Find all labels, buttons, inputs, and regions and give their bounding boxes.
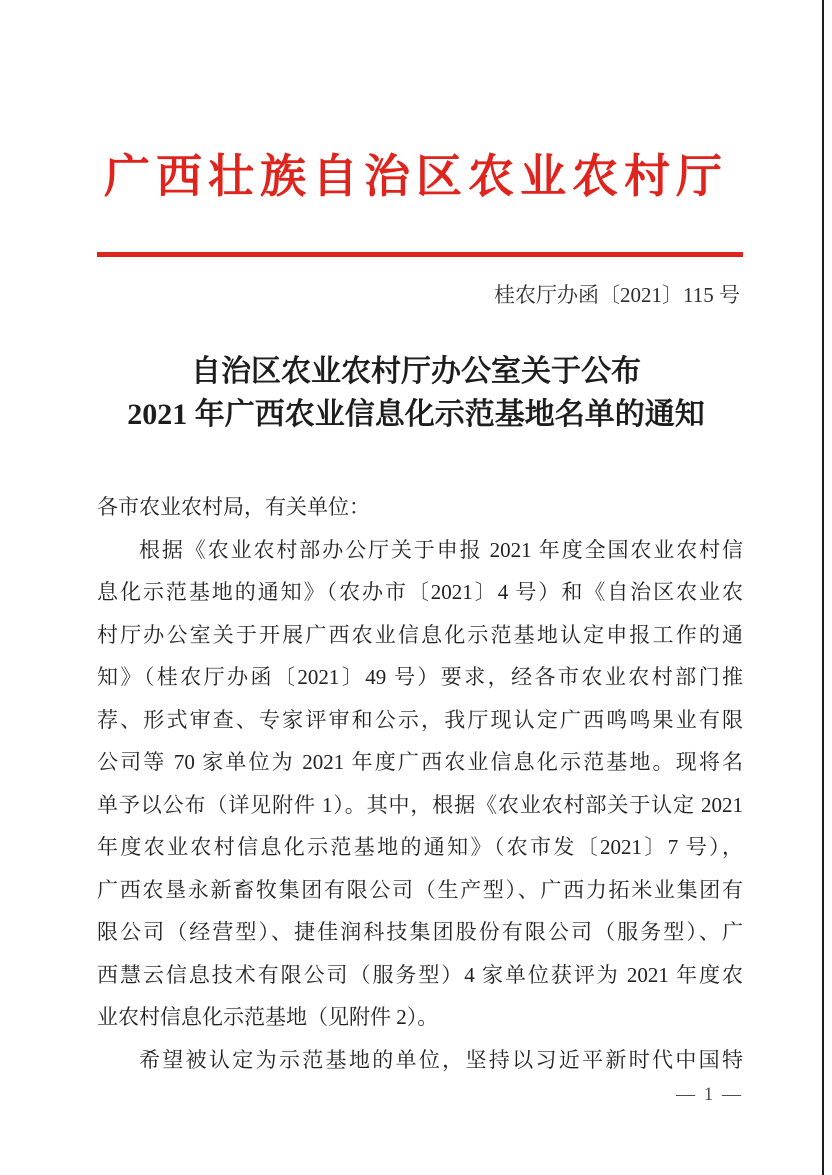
document-reference-number: 桂农厅办函〔2021〕115 号 — [494, 283, 740, 307]
body-line: 业农村信息化示范基地（见附件 2）。 — [97, 1005, 439, 1029]
page-number: — 1 — — [676, 1084, 743, 1105]
document-title — [0, 350, 832, 436]
body-line: 单予以公布（详见附件 1）。其中，根据《农业农村部关于认定 2021 — [97, 792, 743, 817]
body-line: 息化示范基地的通知》（农办市〔2021〕4 号）和《自治区农业农 — [97, 580, 743, 604]
body-line: 广西农垦永新畜牧集团有限公司（生产型）、广西力拓米业集团有 — [97, 877, 743, 902]
body-line: 知》（桂农厅办函〔2021〕49 号）要求，经各市农业农村部门推 — [97, 665, 743, 689]
letterhead-org-name: 广西壮族自治区农业农村厅 — [104, 151, 728, 202]
document-title-line-2: 2021 年广西农业信息化示范基地名单的通知 — [127, 398, 705, 431]
body-line: 西慧云信息技术有限公司（服务型）4 家单位获评为 2021 年度农 — [97, 962, 743, 987]
letterhead-divider-rule — [97, 252, 743, 257]
document-title-line-1: 自治区农业农村厅办公室关于公布 — [191, 355, 641, 388]
body-line: 年度农业农村信息化示范基地的通知》（农市发〔2021〕7 号）， — [97, 835, 743, 859]
body-line: 各市农业农村局，有关单位： — [97, 495, 370, 519]
scan-edge-artifact-line — [822, 0, 824, 1175]
body-line: 公司等 70 家单位为 2021 年度广西农业信息化示范基地。现将名 — [97, 750, 743, 774]
body-line: 限公司（经营型）、捷佳润科技集团股份有限公司（服务型）、广 — [97, 920, 743, 944]
body-line: 希望被认定为示范基地的单位，坚持以习近平新时代中国特 — [139, 1047, 743, 1072]
body-line: 荐、形式审查、专家评审和公示，我厅现认定广西鸣鸣果业有限 — [97, 707, 743, 732]
document-body — [97, 486, 743, 1081]
body-line: 村厅办公室关于开展广西农业信息化示范基地认定申报工作的通 — [97, 622, 743, 647]
body-line: 根据《农业农村部办公厅关于申报 2021 年度全国农业农村信 — [139, 537, 743, 562]
